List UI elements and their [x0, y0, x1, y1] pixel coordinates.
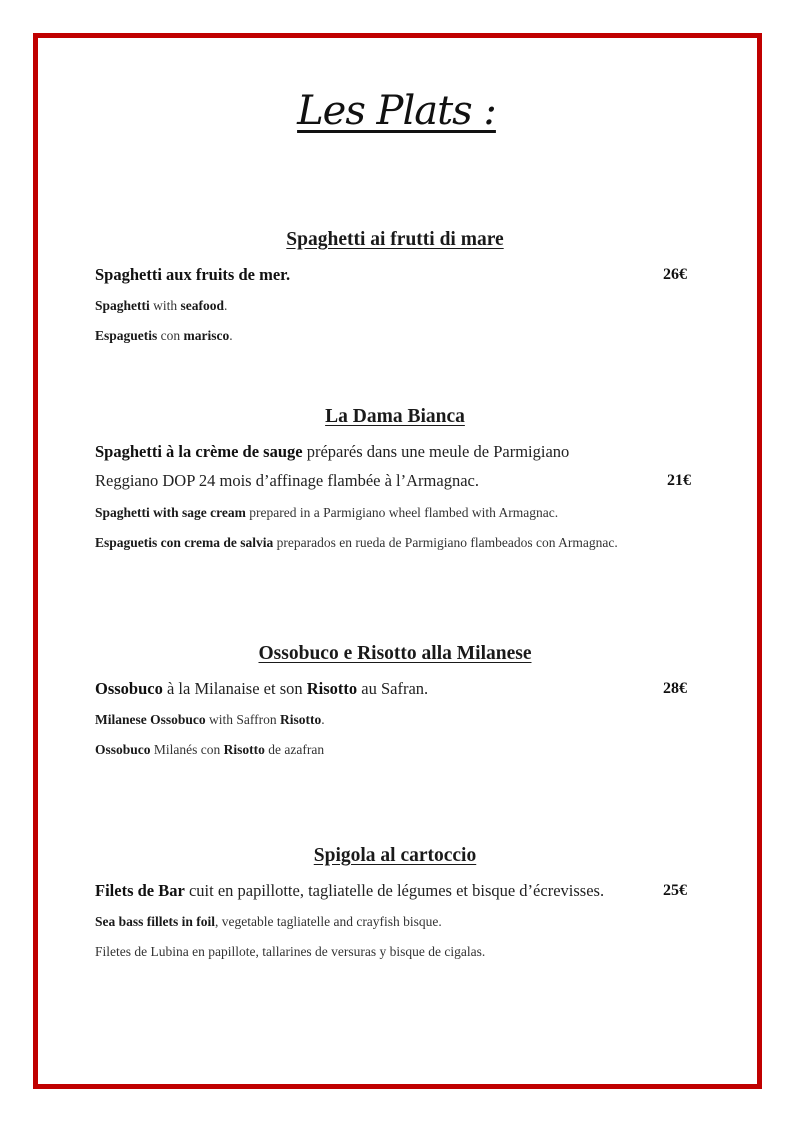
dish-description-es	[95, 942, 695, 961]
menu-section-ossobuco	[95, 643, 695, 770]
section-title: Spaghetti ai frutti di mare	[286, 229, 504, 250]
menu-section-la-dama-bianca	[95, 406, 695, 563]
bold-text: Spaghetti à la crème de sauge	[95, 442, 303, 461]
text: with Saffron	[205, 712, 281, 727]
dish-name-fr: Spaghetti aux fruits de mer.	[95, 265, 291, 284]
menu-section-spaghetti-frutti-di-mare	[95, 229, 695, 356]
dish-description-es	[95, 326, 695, 345]
dish-price: 25€	[663, 882, 687, 899]
dish-description-fr-text	[95, 679, 428, 698]
dish-description-fr-text: Reggiano DOP 24 mois d’affinage flambée à l’Armagnac.	[95, 471, 479, 490]
bold-text: Milanese Ossobuco	[95, 712, 206, 727]
dish-price: 21€	[667, 472, 691, 489]
dish-description-es	[95, 740, 695, 759]
text: .	[224, 298, 228, 313]
bold-text: seafood	[180, 298, 225, 313]
bold-text: Ossobuco	[95, 679, 163, 698]
page-title-text: Les Plats :	[297, 88, 496, 134]
dish-description-fr	[95, 265, 695, 285]
text: au Safran.	[357, 679, 429, 698]
bold-text: Spaghetti	[95, 298, 150, 313]
text: .	[321, 712, 325, 727]
dish-description-en	[95, 710, 695, 729]
dish-description-fr	[95, 881, 695, 901]
bold-text: marisco	[183, 328, 230, 343]
bold-text: Sea bass fillets in foil	[95, 914, 216, 929]
dish-description-fr-line1	[95, 442, 695, 462]
text: cuit en papillotte, tagliatelle de légumes et bisque d’écrevisses.	[184, 881, 605, 900]
bold-text: Risotto	[223, 742, 265, 757]
dish-description-fr	[95, 679, 695, 699]
section-title: La Dama Bianca	[325, 406, 465, 427]
text: Milanés con	[150, 742, 224, 757]
text: .	[229, 328, 233, 343]
page-title	[0, 88, 793, 134]
dish-description-fr-line2	[95, 471, 695, 491]
section-title: Spigola al cartoccio	[313, 845, 477, 866]
dish-description-en	[95, 296, 695, 315]
dish-description-en	[95, 503, 695, 522]
text: preparados en rueda de Parmigiano flambeados con Armagnac.	[273, 535, 618, 550]
text: à la Milanaise et son	[162, 679, 307, 698]
dish-description-fr-text	[95, 881, 604, 900]
text: de azafran	[264, 742, 325, 757]
bold-text: Spaghetti with sage cream	[95, 505, 246, 520]
dish-price: 26€	[663, 266, 687, 283]
menu-section-spigola-al-cartoccio	[95, 845, 695, 972]
bold-text: Risotto	[306, 679, 358, 698]
bold-text: Espaguetis	[95, 328, 158, 343]
dish-description-en	[95, 912, 695, 931]
text: , vegetable tagliatelle and crayfish bisque.	[215, 914, 442, 929]
bold-text: Espaguetis con crema de salvia	[95, 535, 274, 550]
text: Filetes de Lubina en papillote, tallarines de versuras y bisque de cigalas.	[95, 944, 486, 959]
text: with	[149, 298, 181, 313]
text: con	[157, 328, 184, 343]
bold-text: Filets de Bar	[95, 881, 185, 900]
section-title: Ossobuco e Risotto alla Milanese	[258, 643, 532, 664]
bold-text: Ossobuco	[95, 742, 151, 757]
text: prepared in a Parmigiano wheel flambed with Armagnac.	[245, 505, 559, 520]
bold-text: Risotto	[280, 712, 322, 727]
dish-price: 28€	[663, 680, 687, 697]
text: préparés dans une meule de Parmigiano	[302, 442, 570, 461]
dish-description-es	[95, 533, 695, 552]
